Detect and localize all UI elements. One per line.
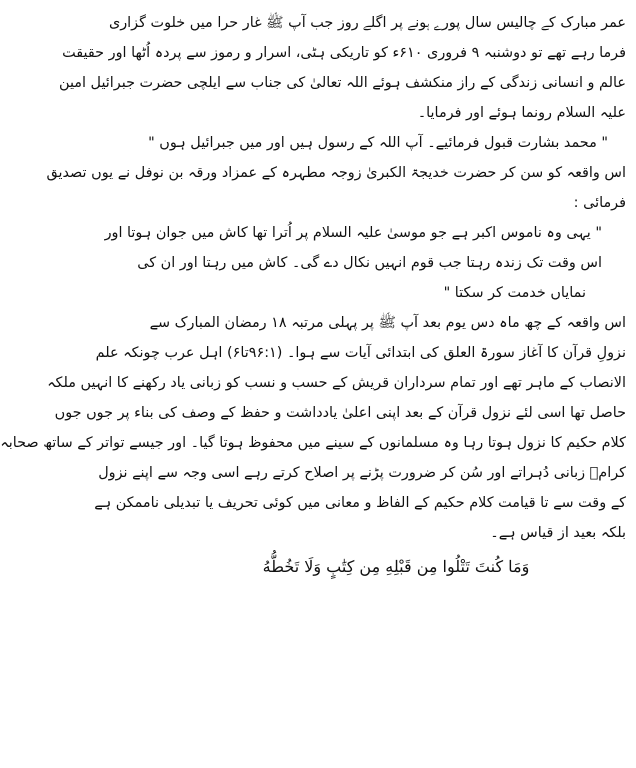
paragraph-line: الانصاب کے ماہر تھے اور تمام سرداران قریش کے حسب و نسب کو زبانی یاد رکھنے کا انہیں ملکہ <box>47 375 626 391</box>
paragraph-line: عالم و انسانی زندگی کے راز منکشف ہوئے اللہ تعالیٰ کی جناب سے ایلچی حضرت جبرائیل امین <box>58 75 626 91</box>
paragraph-line: کرامؓ زبانی دُہراتے اور سُن کر ضرورت پڑنے پر اصلاح کرتے رہے اسی وجہ سے اپنے نزول <box>98 465 626 481</box>
paragraph-line: بلکہ بعید از قیاس ہے۔ <box>490 525 626 541</box>
quran-verse: وَمَا كُنتَ تَتْلُوا مِن قَبْلِهِ مِن كِتَٰبٍ وَلَا تَخُطُّهُ <box>262 557 530 576</box>
paragraph-line: علیہ السلام رونما ہوئے اور فرمایا۔ <box>417 105 626 121</box>
paragraph-line: کے وقت سے تا قیامت کلام حکیم کے الفاظ و معانی میں کوئی تحریف یا تبدیلی ناممکن ہے <box>94 495 626 511</box>
paragraph-line: عمر مبارک کے چالیس سال پورے ہونے پر اگلے روز جب آپ ﷺ غار حرا میں خلوت گزاری <box>108 15 626 31</box>
paragraph-line: حاصل تھا اسی لئے نزول قرآن کے بعد اپنی اعلیٰ یادداشت و حفظ کے وصف کی بناء پر جوں جوں <box>54 405 626 421</box>
paragraph-line: اس واقعہ کے چھ ماہ دس یوم بعد آپ ﷺ پر پہلی مرتبہ ۱۸ رمضان المبارک سے <box>149 315 626 331</box>
paragraph-line: اس واقعہ کو سن کر حضرت خدیجۃ الکبریٰ زوجہ مطہرہ کے عمزاد ورقہ بن نوفل نے یوں تصدیق <box>46 165 626 181</box>
quote-line: " محمد بشارت قبول فرمائیے۔ آپ اللہ کے رسول ہیں اور میں جبرائیل ہوں " <box>148 135 608 151</box>
paragraph-line: فرما رہے تھے تو دوشنبہ ۹ فروری ۶۱۰ء کو تاریکی ہٹی، اسرار و رموز سے پردہ اُٹھا اور حقیقت <box>62 45 626 61</box>
quote-line: " یہی وہ ناموس اکبر ہے جو موسیٰ علیہ السلام پر اُترا تھا کاش میں جوان ہوتا اور <box>104 225 602 241</box>
paragraph-line: فرمائی : <box>573 195 626 211</box>
paragraph-line: کلام حکیم کا نزول ہوتا رہا وہ مسلمانوں کے سینے میں محفوظ ہوتا گیا۔ اور جیسے تواتر کے ساتھ صحابہ <box>0 435 626 451</box>
paragraph-line: نزولِ قرآن کا آغاز سورۃ العلق کی ابتدائی آیات سے ہوا۔ (۹۶:۱تا۶) اہل عرب چونکہ علم <box>95 345 626 361</box>
quote-line: نمایاں خدمت کر سکتا " <box>443 285 586 301</box>
quote-line: اس وقت تک زندہ رہتا جب قوم انہیں نکال دے گی۔ کاش میں رہتا اور ان کی <box>137 255 602 271</box>
